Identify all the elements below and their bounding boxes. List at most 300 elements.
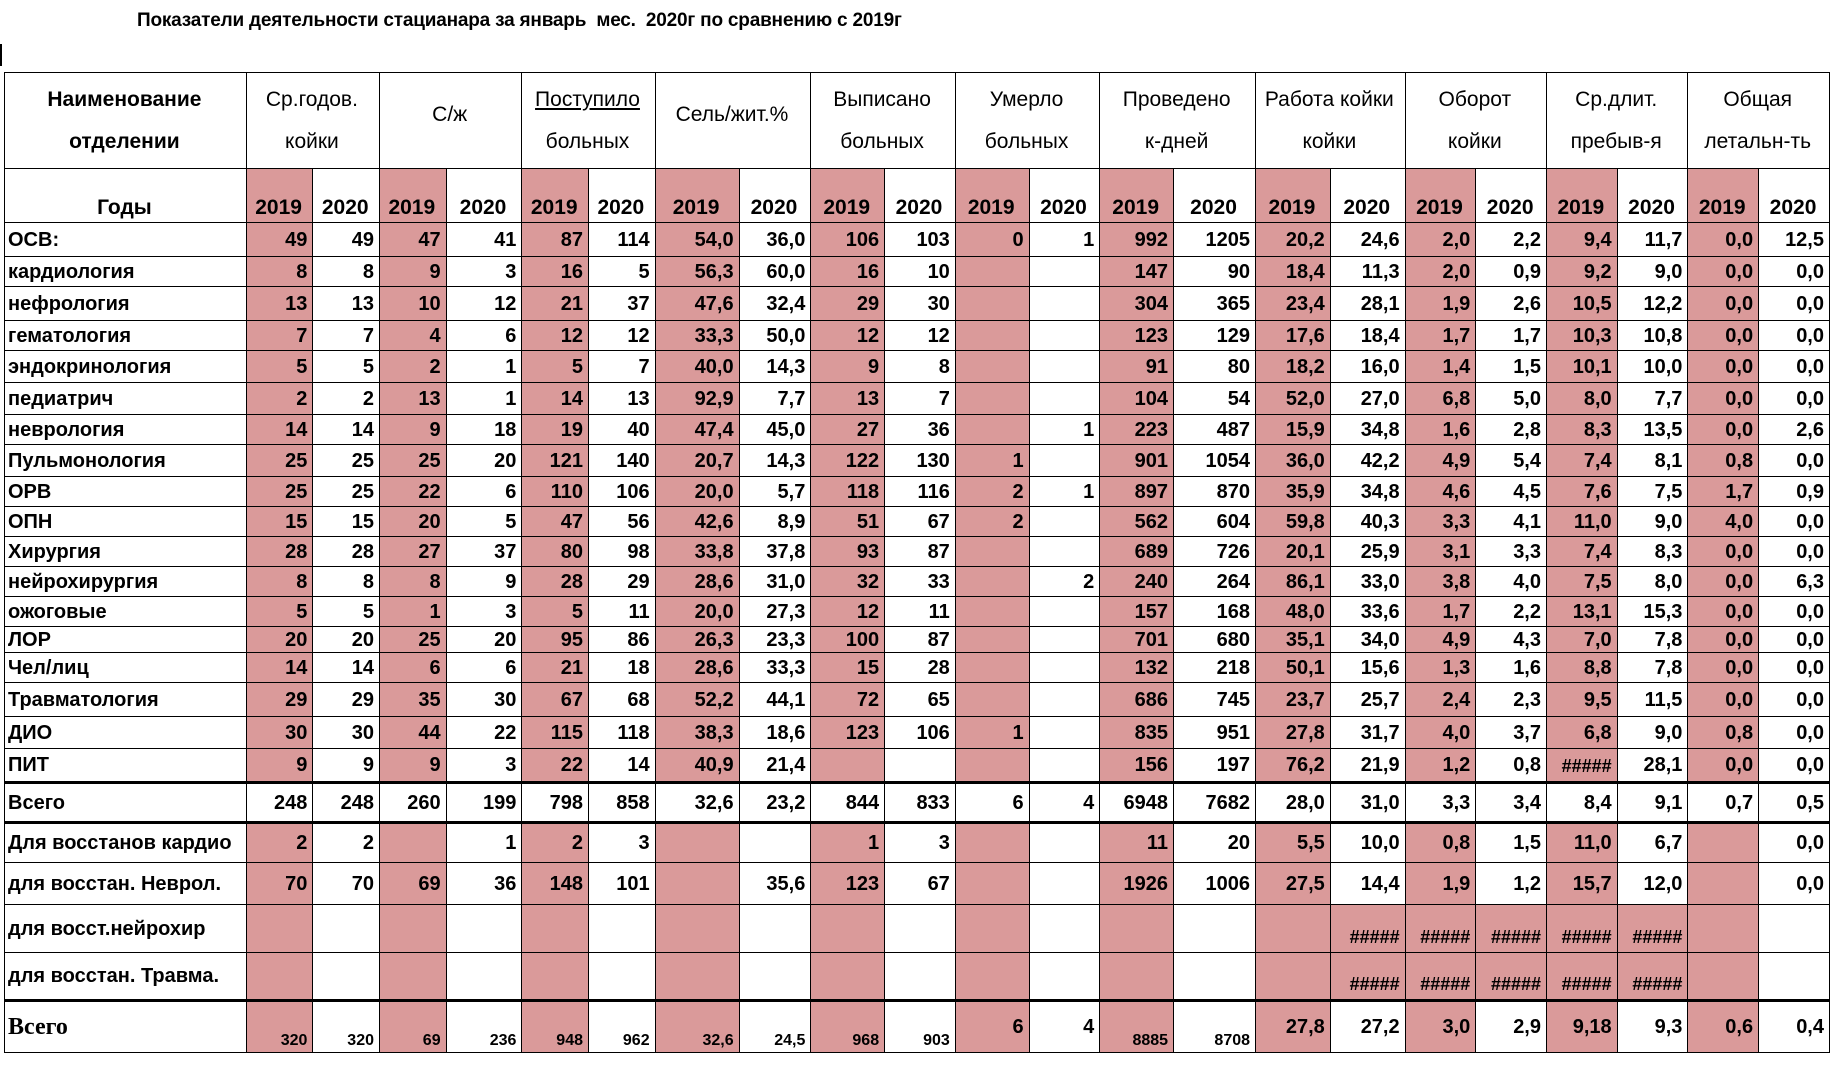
value-cell: 0,0 bbox=[1759, 351, 1830, 383]
value-cell: 0,0 bbox=[1759, 653, 1830, 683]
value-cell: 13,1 bbox=[1547, 597, 1618, 627]
header-group-label: Выписано bbox=[833, 87, 931, 111]
value-cell: 7,7 bbox=[1617, 383, 1688, 415]
value-cell: 19 bbox=[522, 415, 589, 445]
value-cell bbox=[1174, 905, 1256, 953]
value-cell: 9 bbox=[246, 749, 313, 783]
value-cell bbox=[955, 863, 1029, 905]
year-2020-header: 2020 bbox=[446, 169, 522, 223]
header-group-label: Умерло bbox=[989, 87, 1064, 111]
value-cell: 726 bbox=[1174, 537, 1256, 567]
value-cell: 7 bbox=[885, 383, 956, 415]
value-cell: 86 bbox=[589, 627, 656, 653]
header-name-line1: Наименование bbox=[47, 87, 202, 111]
table-row bbox=[5, 257, 1830, 287]
value-cell bbox=[1759, 905, 1830, 953]
value-cell: 80 bbox=[1174, 351, 1256, 383]
value-cell bbox=[1029, 749, 1100, 783]
value-cell bbox=[1688, 823, 1759, 863]
department-name: ОПН bbox=[5, 507, 247, 537]
value-cell: 9 bbox=[446, 567, 522, 597]
value-cell: 968 bbox=[811, 1001, 885, 1053]
value-cell: 12 bbox=[885, 321, 956, 351]
value-cell: 320 bbox=[313, 1001, 380, 1053]
year-2019-header: 2019 bbox=[1256, 169, 1331, 223]
value-cell: 3,7 bbox=[1476, 717, 1547, 749]
value-cell: 7,5 bbox=[1617, 477, 1688, 507]
value-cell: 5 bbox=[313, 597, 380, 627]
value-cell: 2,6 bbox=[1476, 287, 1547, 321]
value-cell: 4,3 bbox=[1476, 627, 1547, 653]
value-cell: 604 bbox=[1174, 507, 1256, 537]
value-cell: 0,0 bbox=[1759, 321, 1830, 351]
value-cell bbox=[1100, 953, 1174, 1001]
value-cell: 36 bbox=[885, 415, 956, 445]
value-cell: 129 bbox=[1174, 321, 1256, 351]
value-cell bbox=[739, 953, 811, 1001]
value-cell: 37 bbox=[446, 537, 522, 567]
value-cell: 14 bbox=[313, 415, 380, 445]
value-cell: 7 bbox=[313, 321, 380, 351]
table-row bbox=[5, 351, 1830, 383]
value-cell: 33,6 bbox=[1330, 597, 1405, 627]
value-cell: 5 bbox=[246, 351, 313, 383]
table-row bbox=[5, 905, 1830, 953]
value-cell: 745 bbox=[1174, 683, 1256, 717]
value-cell: 1,6 bbox=[1405, 415, 1476, 445]
value-cell: 0,0 bbox=[1688, 383, 1759, 415]
value-cell: 6,8 bbox=[1405, 383, 1476, 415]
header-group-label: Сель/жит.% bbox=[675, 103, 789, 126]
value-cell bbox=[655, 905, 739, 953]
value-cell: ##### bbox=[1547, 953, 1618, 1001]
value-cell bbox=[885, 749, 956, 783]
value-cell: 6948 bbox=[1100, 783, 1174, 823]
value-cell: 1205 bbox=[1174, 223, 1256, 257]
value-cell: 35 bbox=[380, 683, 447, 717]
value-cell: 33 bbox=[885, 567, 956, 597]
value-cell bbox=[589, 905, 656, 953]
value-cell: 6 bbox=[380, 653, 447, 683]
value-cell: 1,9 bbox=[1405, 863, 1476, 905]
value-cell: 52,0 bbox=[1256, 383, 1331, 415]
year-2020-header: 2020 bbox=[1759, 169, 1830, 223]
value-cell: 20,0 bbox=[655, 477, 739, 507]
value-cell: 123 bbox=[1100, 321, 1174, 351]
value-cell bbox=[955, 653, 1029, 683]
value-cell: 5,4 bbox=[1476, 445, 1547, 477]
value-cell: 30 bbox=[885, 287, 956, 321]
value-cell bbox=[655, 823, 739, 863]
value-cell: 4 bbox=[1029, 1001, 1100, 1053]
value-cell: 0,8 bbox=[1688, 445, 1759, 477]
value-cell: 0,0 bbox=[1688, 653, 1759, 683]
value-cell bbox=[955, 257, 1029, 287]
value-cell: 0,0 bbox=[1759, 287, 1830, 321]
value-cell: 0,0 bbox=[1688, 567, 1759, 597]
department-name: ожоговые bbox=[5, 597, 247, 627]
value-cell: 17,6 bbox=[1256, 321, 1331, 351]
value-cell bbox=[655, 863, 739, 905]
value-cell: 6 bbox=[446, 653, 522, 683]
value-cell: 59,8 bbox=[1256, 507, 1331, 537]
value-cell: 92,9 bbox=[655, 383, 739, 415]
value-cell: 72 bbox=[811, 683, 885, 717]
value-cell: 5,7 bbox=[739, 477, 811, 507]
value-cell bbox=[589, 953, 656, 1001]
value-cell: 11,0 bbox=[1547, 507, 1618, 537]
value-cell: 121 bbox=[522, 445, 589, 477]
value-cell: 1,7 bbox=[1688, 477, 1759, 507]
department-name: Всего bbox=[5, 1001, 247, 1053]
value-cell: 320 bbox=[246, 1001, 313, 1053]
value-cell bbox=[1256, 905, 1331, 953]
value-cell: 42,6 bbox=[655, 507, 739, 537]
value-cell: 0,0 bbox=[1759, 537, 1830, 567]
value-cell: 18,6 bbox=[739, 717, 811, 749]
value-cell: 4,9 bbox=[1405, 445, 1476, 477]
value-cell: 12,2 bbox=[1617, 287, 1688, 321]
value-cell: 8 bbox=[246, 257, 313, 287]
header-group-label: Ср.длит. bbox=[1575, 87, 1658, 111]
value-cell: 91 bbox=[1100, 351, 1174, 383]
value-cell: 54,0 bbox=[655, 223, 739, 257]
table-row bbox=[5, 953, 1830, 1001]
table-row bbox=[5, 287, 1830, 321]
value-cell: 20 bbox=[1174, 823, 1256, 863]
value-cell: 27,0 bbox=[1330, 383, 1405, 415]
table-row bbox=[5, 537, 1830, 567]
value-cell bbox=[885, 905, 956, 953]
value-cell: 28,1 bbox=[1617, 749, 1688, 783]
value-cell: 8708 bbox=[1174, 1001, 1256, 1053]
value-cell: 15 bbox=[246, 507, 313, 537]
header-group-sublabel: койки bbox=[1302, 129, 1357, 153]
value-cell: 0,0 bbox=[1688, 683, 1759, 717]
value-cell bbox=[1029, 953, 1100, 1001]
value-cell: 15,3 bbox=[1617, 597, 1688, 627]
value-cell: 28,6 bbox=[655, 653, 739, 683]
value-cell: 13 bbox=[589, 383, 656, 415]
header-group-label: Проведено bbox=[1122, 87, 1231, 111]
department-name: Всего bbox=[5, 783, 247, 823]
value-cell: 9 bbox=[313, 749, 380, 783]
value-cell bbox=[1029, 287, 1100, 321]
value-cell: 7,7 bbox=[739, 383, 811, 415]
value-cell: 37 bbox=[589, 287, 656, 321]
value-cell: 992 bbox=[1100, 223, 1174, 257]
value-cell: 76,2 bbox=[1256, 749, 1331, 783]
value-cell bbox=[1029, 627, 1100, 653]
value-cell: 5 bbox=[313, 351, 380, 383]
value-cell: 686 bbox=[1100, 683, 1174, 717]
value-cell bbox=[1029, 683, 1100, 717]
value-cell: 14 bbox=[589, 749, 656, 783]
value-cell: 156 bbox=[1100, 749, 1174, 783]
value-cell: 9 bbox=[380, 749, 447, 783]
value-cell bbox=[446, 905, 522, 953]
table-row bbox=[5, 683, 1830, 717]
value-cell: 1 bbox=[1029, 415, 1100, 445]
value-cell: ##### bbox=[1547, 905, 1618, 953]
value-cell: 123 bbox=[811, 717, 885, 749]
value-cell: 90 bbox=[1174, 257, 1256, 287]
value-cell: 20 bbox=[246, 627, 313, 653]
value-cell: 10,3 bbox=[1547, 321, 1618, 351]
value-cell bbox=[1029, 717, 1100, 749]
header-group-4 bbox=[811, 73, 955, 169]
value-cell: 27 bbox=[811, 415, 885, 445]
value-cell: 8 bbox=[380, 567, 447, 597]
value-cell: ##### bbox=[1547, 749, 1618, 783]
value-cell: 67 bbox=[522, 683, 589, 717]
value-cell: 2,0 bbox=[1405, 257, 1476, 287]
value-cell: 22 bbox=[380, 477, 447, 507]
value-cell bbox=[313, 905, 380, 953]
value-cell: 16 bbox=[811, 257, 885, 287]
value-cell: 1,3 bbox=[1405, 653, 1476, 683]
value-cell: 15,7 bbox=[1547, 863, 1618, 905]
value-cell: 31,0 bbox=[1330, 783, 1405, 823]
value-cell: 798 bbox=[522, 783, 589, 823]
value-cell: 9,4 bbox=[1547, 223, 1618, 257]
value-cell: 49 bbox=[246, 223, 313, 257]
value-cell: 7,4 bbox=[1547, 445, 1618, 477]
header-name-cell bbox=[5, 73, 247, 169]
value-cell: 68 bbox=[589, 683, 656, 717]
header-group-8 bbox=[1405, 73, 1546, 169]
value-cell: 9,2 bbox=[1547, 257, 1618, 287]
value-cell: 689 bbox=[1100, 537, 1174, 567]
value-cell: 1,2 bbox=[1405, 749, 1476, 783]
value-cell: 3,3 bbox=[1476, 537, 1547, 567]
value-cell: 118 bbox=[589, 717, 656, 749]
value-cell: 8 bbox=[313, 567, 380, 597]
value-cell: 44 bbox=[380, 717, 447, 749]
value-cell: 0,0 bbox=[1759, 507, 1830, 537]
table-row bbox=[5, 383, 1830, 415]
header-group-7 bbox=[1256, 73, 1406, 169]
value-cell: 20 bbox=[313, 627, 380, 653]
header-group-1 bbox=[380, 73, 522, 169]
year-2019-header: 2019 bbox=[955, 169, 1029, 223]
table-row bbox=[5, 415, 1830, 445]
value-cell bbox=[1029, 823, 1100, 863]
value-cell: 32,6 bbox=[655, 783, 739, 823]
value-cell: 36 bbox=[446, 863, 522, 905]
header-group-label: С/ж bbox=[432, 103, 468, 126]
value-cell: 1,4 bbox=[1405, 351, 1476, 383]
value-cell: 40,3 bbox=[1330, 507, 1405, 537]
value-cell: 87 bbox=[522, 223, 589, 257]
value-cell: 56,3 bbox=[655, 257, 739, 287]
department-name: кардиология bbox=[5, 257, 247, 287]
value-cell: 50,0 bbox=[739, 321, 811, 351]
value-cell: 87 bbox=[885, 537, 956, 567]
value-cell bbox=[955, 749, 1029, 783]
value-cell bbox=[955, 415, 1029, 445]
value-cell: 1,9 bbox=[1405, 287, 1476, 321]
value-cell: 23,2 bbox=[739, 783, 811, 823]
department-name: Пульмонология bbox=[5, 445, 247, 477]
value-cell: 32,4 bbox=[739, 287, 811, 321]
header-group-5 bbox=[955, 73, 1099, 169]
value-cell bbox=[1029, 905, 1100, 953]
value-cell bbox=[955, 953, 1029, 1001]
value-cell: 8,3 bbox=[1617, 537, 1688, 567]
department-name: для восстан. Неврол. bbox=[5, 863, 247, 905]
value-cell: 12 bbox=[811, 321, 885, 351]
department-name: для восстан. Травма. bbox=[5, 953, 247, 1001]
value-cell: 18,2 bbox=[1256, 351, 1331, 383]
value-cell: 1 bbox=[955, 445, 1029, 477]
value-cell: 28,1 bbox=[1330, 287, 1405, 321]
value-cell: 3,3 bbox=[1405, 783, 1476, 823]
header-group-3 bbox=[655, 73, 811, 169]
value-cell: 20 bbox=[380, 507, 447, 537]
table-row bbox=[5, 477, 1830, 507]
value-cell: 3 bbox=[885, 823, 956, 863]
value-cell: 34,8 bbox=[1330, 477, 1405, 507]
year-2020-header: 2020 bbox=[1174, 169, 1256, 223]
value-cell: 2 bbox=[1029, 567, 1100, 597]
value-cell: 106 bbox=[589, 477, 656, 507]
value-cell bbox=[1174, 953, 1256, 1001]
value-cell: 6,8 bbox=[1547, 717, 1618, 749]
department-name: педиатрич bbox=[5, 383, 247, 415]
value-cell: 67 bbox=[885, 863, 956, 905]
value-cell: 2,2 bbox=[1476, 597, 1547, 627]
value-cell: 54 bbox=[1174, 383, 1256, 415]
value-cell: 45,0 bbox=[739, 415, 811, 445]
value-cell: 47 bbox=[380, 223, 447, 257]
value-cell: 0,0 bbox=[1688, 321, 1759, 351]
value-cell: 21 bbox=[522, 287, 589, 321]
value-cell: 5 bbox=[522, 351, 589, 383]
value-cell: 701 bbox=[1100, 627, 1174, 653]
year-2019-header: 2019 bbox=[1688, 169, 1759, 223]
value-cell bbox=[1029, 383, 1100, 415]
value-cell: 86,1 bbox=[1256, 567, 1331, 597]
value-cell: 21,9 bbox=[1330, 749, 1405, 783]
value-cell: 35,1 bbox=[1256, 627, 1331, 653]
value-cell: 23,7 bbox=[1256, 683, 1331, 717]
value-cell: 8,1 bbox=[1617, 445, 1688, 477]
header-group-sublabel: летальн-ть bbox=[1704, 129, 1812, 153]
value-cell: 140 bbox=[589, 445, 656, 477]
margin-mark bbox=[0, 44, 2, 66]
value-cell: 4 bbox=[380, 321, 447, 351]
value-cell: 1,5 bbox=[1476, 823, 1547, 863]
value-cell: 12 bbox=[811, 597, 885, 627]
value-cell: 9 bbox=[380, 415, 447, 445]
value-cell: 18 bbox=[589, 653, 656, 683]
value-cell: ##### bbox=[1617, 905, 1688, 953]
value-cell: 6 bbox=[446, 477, 522, 507]
value-cell: 0,8 bbox=[1405, 823, 1476, 863]
value-cell: 60,0 bbox=[739, 257, 811, 287]
value-cell bbox=[955, 567, 1029, 597]
value-cell bbox=[811, 749, 885, 783]
header-group-10 bbox=[1688, 73, 1830, 169]
value-cell: 28 bbox=[522, 567, 589, 597]
value-cell: 11,7 bbox=[1617, 223, 1688, 257]
value-cell: 9,0 bbox=[1617, 507, 1688, 537]
value-cell: 20,7 bbox=[655, 445, 739, 477]
table-row bbox=[5, 1001, 1830, 1053]
header-group-9 bbox=[1547, 73, 1688, 169]
value-cell: 5 bbox=[589, 257, 656, 287]
year-2019-header: 2019 bbox=[380, 169, 447, 223]
value-cell: 0,0 bbox=[1688, 287, 1759, 321]
value-cell bbox=[380, 823, 447, 863]
table-row bbox=[5, 627, 1830, 653]
value-cell: 0,4 bbox=[1759, 1001, 1830, 1053]
value-cell: 10,0 bbox=[1330, 823, 1405, 863]
header-group-0 bbox=[246, 73, 379, 169]
value-cell bbox=[1256, 953, 1331, 1001]
value-cell: 28 bbox=[246, 537, 313, 567]
value-cell: 7,6 bbox=[1547, 477, 1618, 507]
value-cell: 9,1 bbox=[1617, 783, 1688, 823]
value-cell: 29 bbox=[589, 567, 656, 597]
table-row bbox=[5, 445, 1830, 477]
value-cell bbox=[739, 823, 811, 863]
department-name: эндокринология bbox=[5, 351, 247, 383]
value-cell bbox=[1029, 507, 1100, 537]
year-2020-header: 2020 bbox=[739, 169, 811, 223]
value-cell: 2,2 bbox=[1476, 223, 1547, 257]
department-name: гематология bbox=[5, 321, 247, 351]
value-cell: 31,0 bbox=[739, 567, 811, 597]
value-cell: 9,3 bbox=[1617, 1001, 1688, 1053]
value-cell: 8,9 bbox=[739, 507, 811, 537]
value-cell: 100 bbox=[811, 627, 885, 653]
value-cell: 44,1 bbox=[739, 683, 811, 717]
value-cell: 25 bbox=[313, 477, 380, 507]
value-cell: ##### bbox=[1405, 905, 1476, 953]
value-cell bbox=[1029, 597, 1100, 627]
value-cell: 47 bbox=[522, 507, 589, 537]
department-name: ДИО bbox=[5, 717, 247, 749]
value-cell: 903 bbox=[885, 1001, 956, 1053]
value-cell: 31,7 bbox=[1330, 717, 1405, 749]
value-cell: 104 bbox=[1100, 383, 1174, 415]
value-cell: 8,0 bbox=[1547, 383, 1618, 415]
value-cell: 12,5 bbox=[1759, 223, 1830, 257]
value-cell: 20,2 bbox=[1256, 223, 1331, 257]
value-cell: 87 bbox=[885, 627, 956, 653]
year-2019-header: 2019 bbox=[246, 169, 313, 223]
table-row bbox=[5, 223, 1830, 257]
value-cell: 0,9 bbox=[1476, 257, 1547, 287]
value-cell: 0,0 bbox=[1759, 627, 1830, 653]
value-cell: 28 bbox=[885, 653, 956, 683]
value-cell: 10,5 bbox=[1547, 287, 1618, 321]
value-cell bbox=[811, 953, 885, 1001]
value-cell: 26,3 bbox=[655, 627, 739, 653]
value-cell: 0,0 bbox=[1688, 597, 1759, 627]
value-cell bbox=[955, 683, 1029, 717]
value-cell: 5,5 bbox=[1256, 823, 1331, 863]
value-cell: 2 bbox=[313, 383, 380, 415]
value-cell: 4,5 bbox=[1476, 477, 1547, 507]
value-cell: 36,0 bbox=[739, 223, 811, 257]
value-cell: 70 bbox=[313, 863, 380, 905]
value-cell: 37,8 bbox=[739, 537, 811, 567]
value-cell: 130 bbox=[885, 445, 956, 477]
header-group-sublabel: койки bbox=[1447, 129, 1502, 153]
